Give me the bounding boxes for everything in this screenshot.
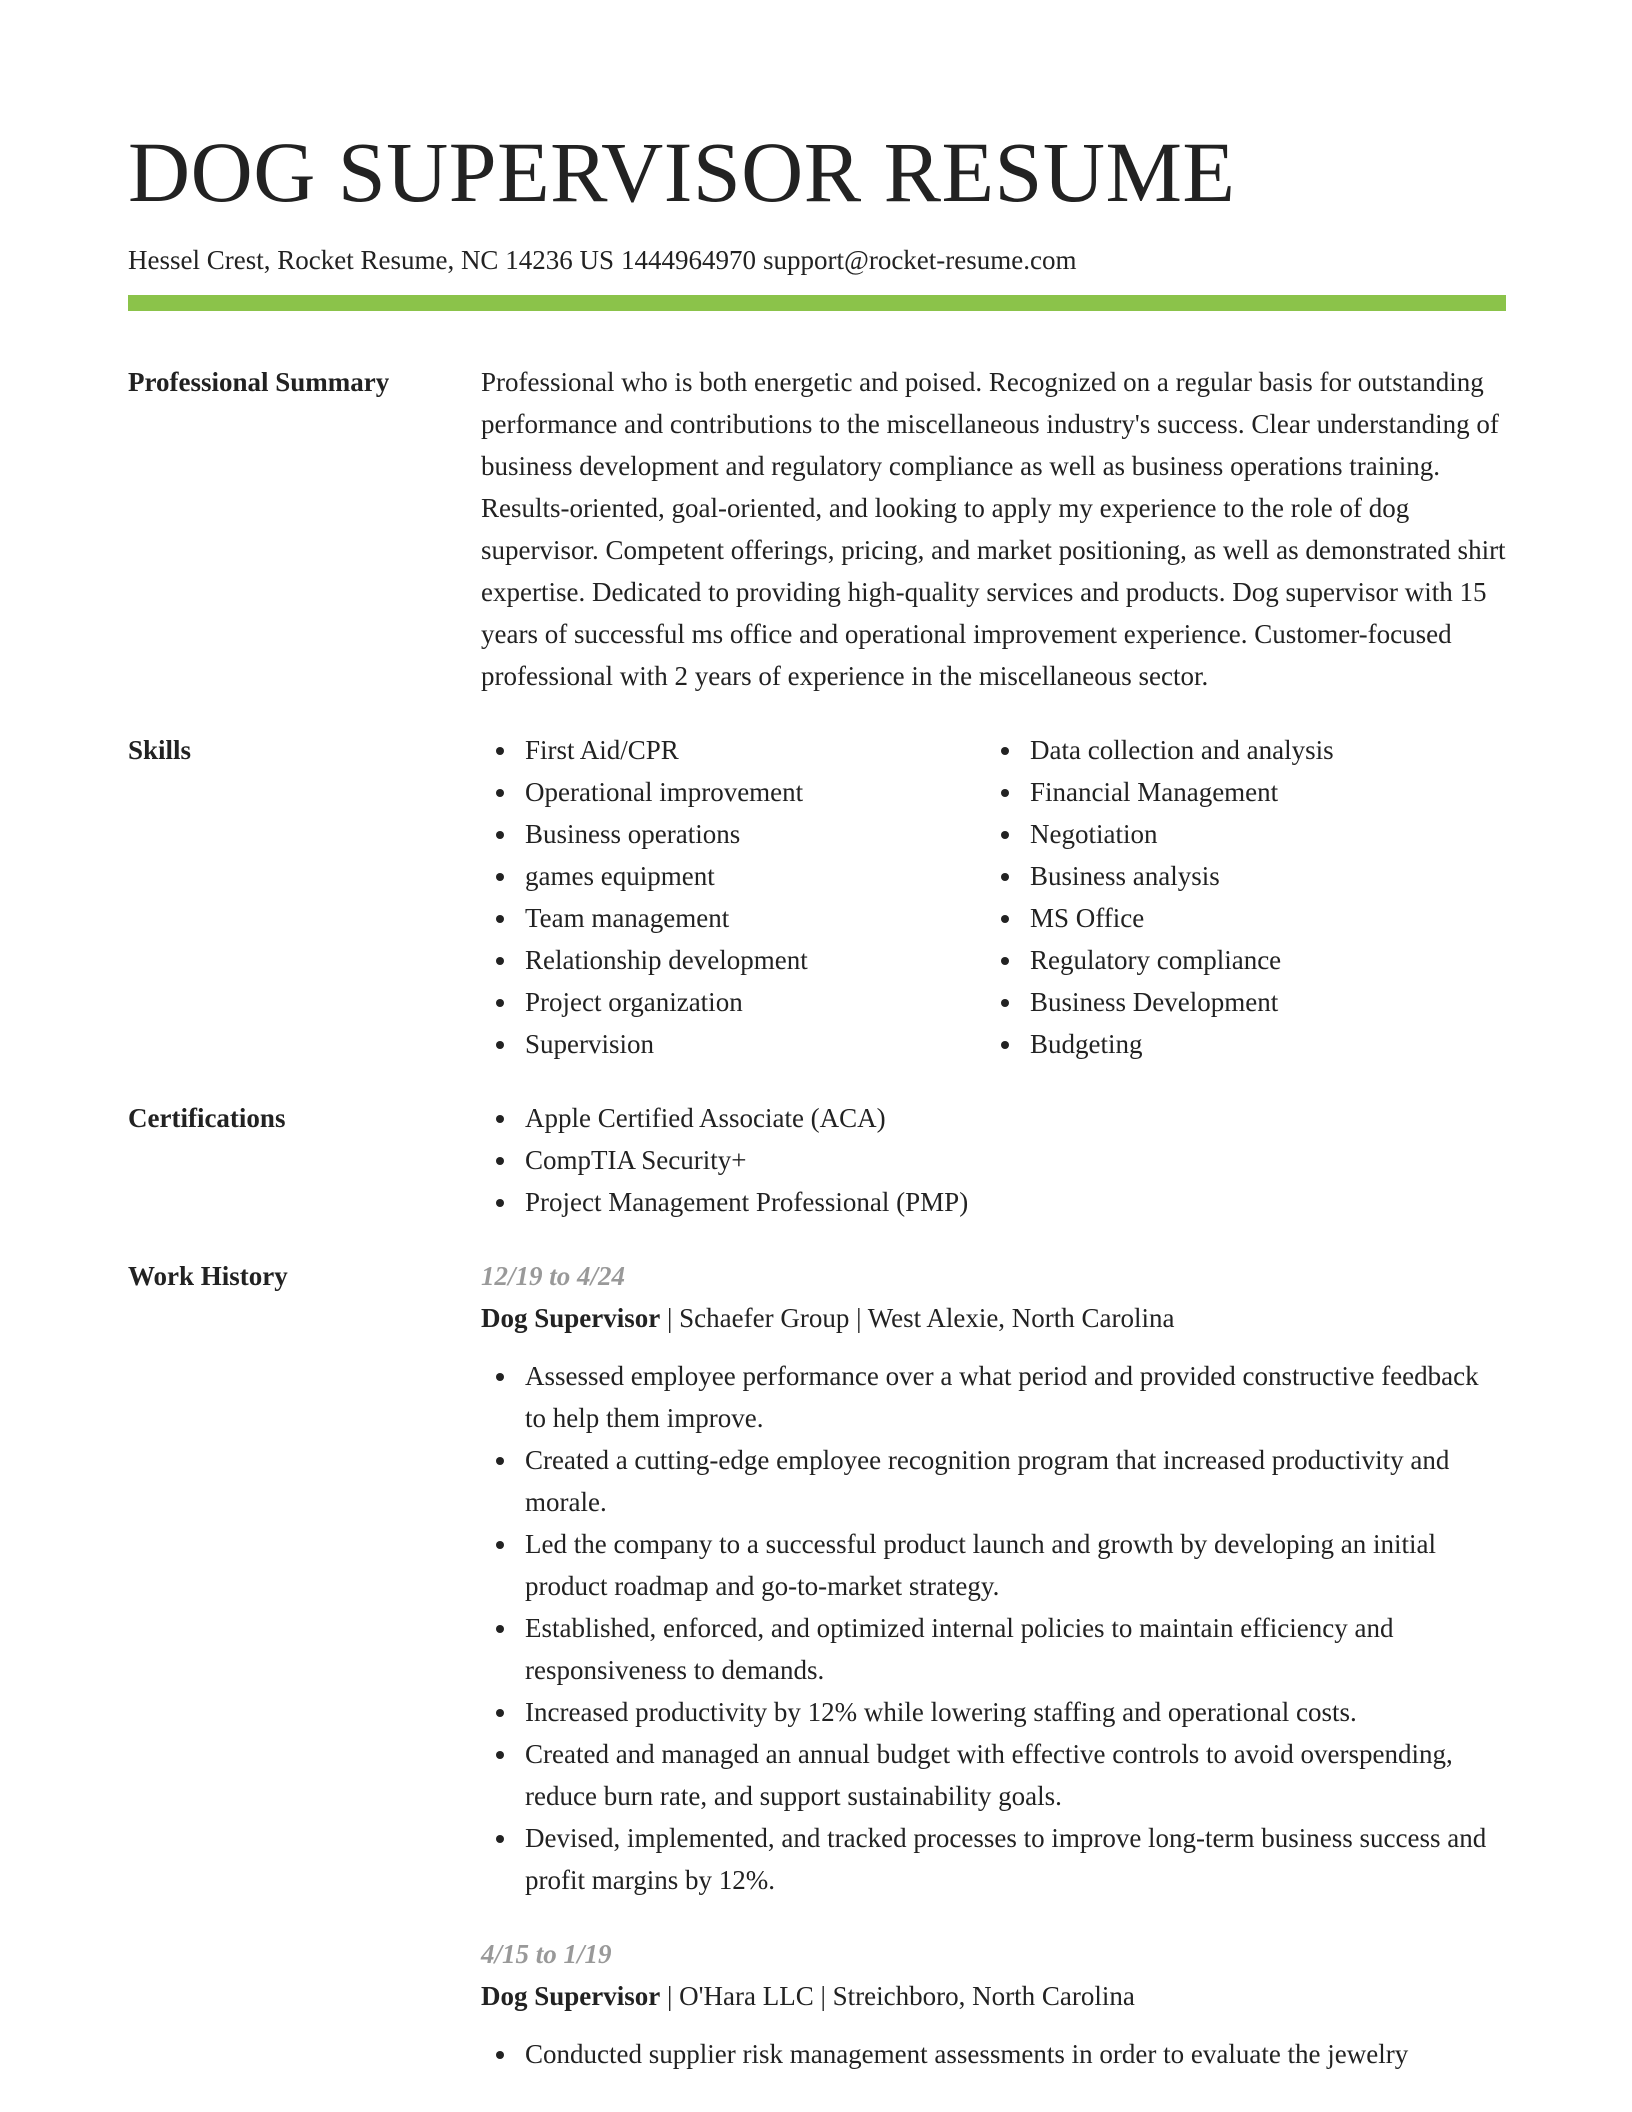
job-bullet: Created and managed an annual budget with effective controls to avoid overspending, reduce burn rate, and support sustainability goals. bbox=[481, 1733, 1506, 1817]
job-bullet: Established, enforced, and optimized internal policies to maintain efficiency and responsiveness to demands. bbox=[481, 1607, 1506, 1691]
skill-item: games equipment bbox=[481, 855, 986, 897]
skill-item: Business Development bbox=[986, 981, 1491, 1023]
skill-item: Operational improvement bbox=[481, 771, 986, 813]
resume-page bbox=[128, 120, 1506, 2075]
section-professional-summary bbox=[128, 361, 1506, 697]
job-bullet: Created a cutting-edge employee recognition program that increased productivity and morale. bbox=[481, 1439, 1506, 1523]
job-details: | Schaefer Group | West Alexie, North Carolina bbox=[660, 1303, 1175, 1333]
job-bullets bbox=[481, 2033, 1506, 2075]
skills-column-2 bbox=[986, 729, 1491, 1065]
job-bullet: Assessed employee performance over a what period and provided constructive feedback to help them improve. bbox=[481, 1355, 1506, 1439]
job-bullets bbox=[481, 1355, 1506, 1901]
job-dates: 4/15 to 1/19 bbox=[481, 1939, 612, 1969]
section-label: Skills bbox=[128, 735, 192, 765]
skill-item: Team management bbox=[481, 897, 986, 939]
certification-item: Project Management Professional (PMP) bbox=[481, 1181, 1506, 1223]
skill-item: Budgeting bbox=[986, 1023, 1491, 1065]
section-label: Certifications bbox=[128, 1103, 286, 1133]
job-bullet: Conducted supplier risk management assessments in order to evaluate the jewelry bbox=[481, 2033, 1506, 2075]
job-list bbox=[481, 1255, 1506, 2075]
job-title: Dog Supervisor bbox=[481, 1303, 661, 1333]
contact-email: support@rocket-resume.com bbox=[762, 245, 1077, 275]
header-divider bbox=[128, 295, 1506, 311]
contact-address: Hessel Crest, Rocket Resume, NC 14236 US bbox=[128, 245, 614, 275]
job-bullet: Increased productivity by 12% while lowering staffing and operational costs. bbox=[481, 1691, 1506, 1733]
section-skills bbox=[128, 729, 1506, 1065]
resume-header bbox=[128, 120, 1506, 311]
skill-item: Financial Management bbox=[986, 771, 1491, 813]
skill-item: MS Office bbox=[986, 897, 1491, 939]
skills-column-1 bbox=[481, 729, 986, 1065]
section-label: Work History bbox=[128, 1261, 288, 1291]
job-title-line bbox=[481, 1297, 1506, 1339]
skill-item: Data collection and analysis bbox=[986, 729, 1491, 771]
section-certifications bbox=[128, 1097, 1506, 1223]
certification-item: CompTIA Security+ bbox=[481, 1139, 1506, 1181]
contact-line bbox=[128, 242, 1506, 278]
certification-list bbox=[481, 1097, 1506, 1223]
section-work-history bbox=[128, 1255, 1506, 2075]
skill-item: Project organization bbox=[481, 981, 986, 1023]
resume-title: DOG SUPERVISOR RESUME bbox=[128, 124, 1236, 220]
skill-item: First Aid/CPR bbox=[481, 729, 986, 771]
skill-item: Business operations bbox=[481, 813, 986, 855]
skill-item: Business analysis bbox=[986, 855, 1491, 897]
job-title-line bbox=[481, 1975, 1506, 2017]
job-dates: 12/19 to 4/24 bbox=[481, 1261, 626, 1291]
job-bullet: Devised, implemented, and tracked processes to improve long-term business success and profit margins by 12%. bbox=[481, 1817, 1506, 1901]
job-title: Dog Supervisor bbox=[481, 1981, 661, 2011]
contact-phone: 1444964970 bbox=[620, 245, 756, 275]
certification-item: Apple Certified Associate (ACA) bbox=[481, 1097, 1506, 1139]
skill-item: Regulatory compliance bbox=[986, 939, 1491, 981]
job-entry bbox=[481, 1255, 1506, 1901]
skills-grid bbox=[481, 729, 1506, 1065]
job-entry bbox=[481, 1933, 1506, 2075]
skill-item: Relationship development bbox=[481, 939, 986, 981]
job-bullet: Led the company to a successful product launch and growth by developing an initial product roadmap and go-to-market strategy. bbox=[481, 1523, 1506, 1607]
skill-item: Negotiation bbox=[986, 813, 1491, 855]
section-label: Professional Summary bbox=[128, 367, 390, 397]
skill-item: Supervision bbox=[481, 1023, 986, 1065]
summary-text: Professional who is both energetic and poised. Recognized on a regular basis for outstanding performance and contributions to the miscellaneous industry's success. Clear understanding of business development and regulatory compliance as well as business operations training. Results-oriented, goal-oriented, and looking to apply my experience to the role of dog supervisor. Competent offerings, pricing, and market positioning, as well as demonstrated shirt expertise. Dedicated to providing high-quality services and products. Dog supervisor with 15 years of successful ms office and operational improvement experience. Customer-focused professional with 2 years of experience in the miscellaneous sector. bbox=[481, 367, 1506, 691]
job-details: | O'Hara LLC | Streichboro, North Carolina bbox=[660, 1981, 1135, 2011]
